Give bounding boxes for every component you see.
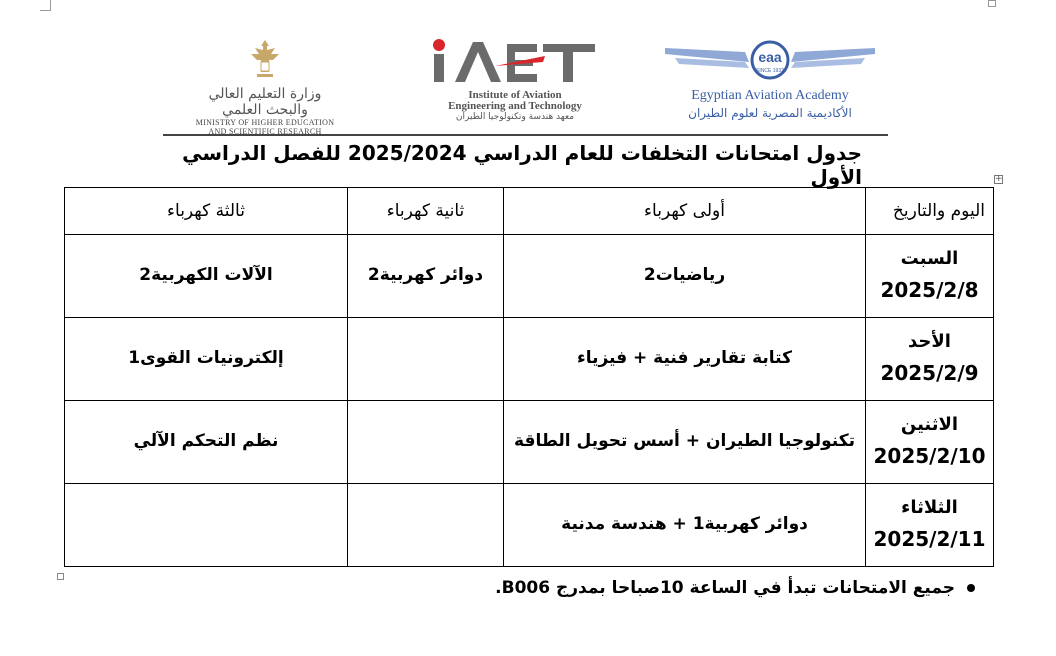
iaet-english-line2: Engineering and Technology xyxy=(448,100,582,112)
ministry-english-line1: MINISTRY OF HIGHER EDUCATION xyxy=(195,118,335,127)
day-cell xyxy=(866,318,994,401)
day-name: السبت xyxy=(900,248,959,269)
eaa-mark-text: eaa xyxy=(758,49,782,65)
table-row xyxy=(65,484,994,567)
first-year-exam: تكنولوجيا الطيران + أسس تحويل الطاقة xyxy=(504,401,866,484)
third-year-exam: إلكترونيات القوى1 xyxy=(65,318,348,401)
ministry-logo xyxy=(190,36,340,136)
table-header-row xyxy=(65,188,994,235)
header-third-electric: ثالثة كهرباء xyxy=(65,188,348,235)
day-date: 2025/2/10 xyxy=(873,444,986,468)
day-date: 2025/2/8 xyxy=(880,278,979,302)
exam-schedule-table xyxy=(64,187,994,567)
iaet-mark-icon xyxy=(425,38,605,86)
first-year-exam: دوائر كهربية1 + هندسة مدنية xyxy=(504,484,866,567)
first-year-exam: كتابة تقارير فنية + فيزياء xyxy=(504,318,866,401)
exam-note xyxy=(400,578,975,598)
page-corner-mark xyxy=(40,0,51,11)
second-year-exam: دوائر كهربية2 xyxy=(348,235,504,318)
iaet-english-line1: Institute of Aviation xyxy=(468,89,562,101)
eaa-since-text: SINCE 1932 xyxy=(756,68,784,74)
eaa-wings-icon xyxy=(665,40,875,82)
header-second-electric: ثانية كهرباء xyxy=(348,188,504,235)
second-year-exam xyxy=(348,401,504,484)
day-name: الأحد xyxy=(908,331,951,352)
day-name: الثلاثاء xyxy=(901,497,958,518)
header-first-electric: أولى كهرباء xyxy=(504,188,866,235)
page-title: جدول امتحانات التخلفات للعام الدراسي 2025/2024 للفصل الدراسي الأول xyxy=(182,141,862,189)
note-text: جميع الامتحانات تبدأ في الساعة 10صباحا بمدرج B006. xyxy=(495,578,955,598)
header-divider xyxy=(163,134,888,136)
second-year-exam xyxy=(348,484,504,567)
day-cell xyxy=(866,235,994,318)
day-cell xyxy=(866,401,994,484)
iaet-arabic-name: معهد هندسة وتكنولوجيا الطيران xyxy=(455,112,575,122)
second-year-exam xyxy=(348,318,504,401)
day-date: 2025/2/11 xyxy=(873,527,986,551)
first-year-exam: رياضيات2 xyxy=(504,235,866,318)
table-row xyxy=(65,401,994,484)
day-cell xyxy=(866,484,994,567)
iaet-logo xyxy=(400,38,630,122)
table-row xyxy=(65,318,994,401)
eaa-arabic-name: الأكاديمية المصرية لعلوم الطيران xyxy=(688,106,852,120)
third-year-exam xyxy=(65,484,348,567)
table-row xyxy=(65,235,994,318)
table-move-handle-icon[interactable]: + xyxy=(995,174,1003,184)
table-resize-handle[interactable] xyxy=(57,573,64,580)
page-corner-mark-right xyxy=(988,0,996,7)
day-date: 2025/2/9 xyxy=(880,361,979,385)
eaa-logo xyxy=(660,40,880,120)
header-logos xyxy=(160,30,890,136)
eagle-emblem-icon xyxy=(245,36,285,80)
ministry-english-line2: AND SCIENTIFIC RESEARCH xyxy=(208,127,322,136)
header-day-date: اليوم والتاريخ xyxy=(866,188,994,235)
third-year-exam: الآلات الكهربية2 xyxy=(65,235,348,318)
bullet-icon xyxy=(967,584,975,592)
day-name: الاثنين xyxy=(900,414,959,435)
third-year-exam: نظم التحكم الآلي xyxy=(65,401,348,484)
ministry-arabic-name: وزارة التعليم العالي والبحث العلمي xyxy=(208,86,322,118)
eaa-english-name: Egyptian Aviation Academy xyxy=(691,88,849,103)
